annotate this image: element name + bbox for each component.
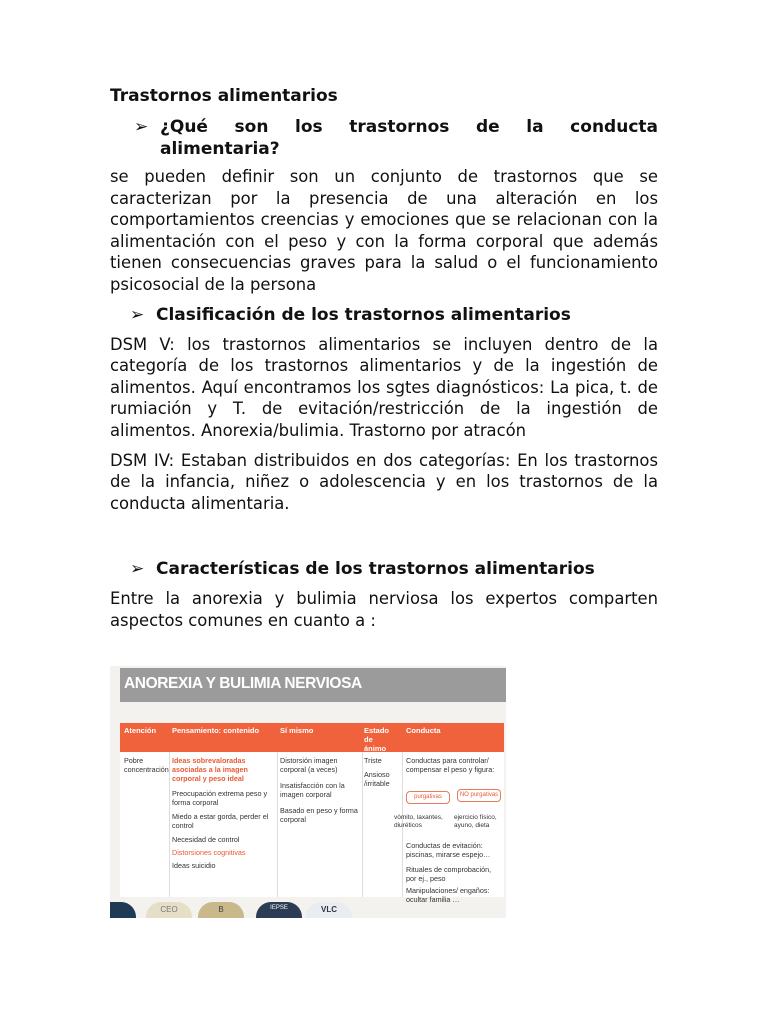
cell-manipulaciones: Manipulaciones/ engaños: ocultar familia …	[406, 886, 490, 904]
dsm4-paragraph: DSM IV: Estaban distribuidos en dos categorías: En los trastornos de la infancia, niñez o adolescencia y en los trastornos de la conducta alimentaria.	[110, 450, 658, 513]
vlc-logo: VLC	[306, 902, 352, 918]
cell-rituales: Rituales de comprobación, por ej., peso	[406, 865, 492, 883]
arrow-bullet-icon: ➢	[134, 117, 149, 137]
characteristics-heading	[130, 558, 658, 580]
cell-atencion: Pobre concentración	[124, 756, 169, 774]
figure-heading: ANOREXIA Y BULIMIA NERVIOSA	[124, 675, 362, 692]
purgativas-badge: purgativas	[406, 791, 450, 804]
b-logo: B	[198, 902, 244, 918]
page-title: Trastornos alimentarios	[110, 86, 338, 106]
anorexia-bulimia-figure	[110, 666, 506, 918]
logo-badge	[110, 902, 136, 918]
definition-paragraph: se pueden definir son un conjunto de trastornos que se caracterizan por la presencia de una alteración en los comportamientos creencias y emociones que se relacionan con la alimentación con el peso y con la forma corporal que además tienen consecuencias graves para la salud o el funcionamiento psicosocial de la persona	[110, 167, 658, 294]
no-purgativas-badge: NO purgativas	[457, 789, 501, 802]
arrow-bullet-icon: ➢	[130, 304, 145, 325]
header-atencion: Atención	[124, 726, 157, 735]
cell-vomito: vómito, laxantes, diuréticos	[394, 814, 443, 829]
common-aspects-paragraph: Entre la anorexia y bulimia nerviosa los expertos comparten aspectos comunes en cuanto a :	[110, 589, 658, 630]
document-page	[110, 84, 658, 640]
cell-distorsion-imagen: Distorsión imagen corporal (a veces)	[280, 756, 338, 774]
cell-miedo: Miedo a estar gorda, perder el control	[172, 812, 269, 830]
cell-triste: Triste	[364, 756, 382, 765]
cell-ejercicio: ejercicio físico, ayuno, dieta	[454, 814, 497, 829]
table-header-row	[120, 723, 504, 752]
iepse-logo: IEPSE	[256, 902, 302, 918]
cell-ideas: Ideas sobrevaloradas asociadas a la imagen corporal y peso ideal	[172, 756, 248, 783]
cell-distorsiones: Distorsiones cognitivas	[172, 848, 246, 857]
cell-basado-peso: Basado en peso y forma corporal	[280, 806, 358, 824]
arrow-bullet-icon: ➢	[130, 559, 145, 580]
cell-evitacion: Conductas de evitación: piscinas, mirarse espejo…	[406, 841, 491, 859]
header-pensamiento: Pensamiento: contenido	[172, 726, 260, 735]
question-heading	[134, 116, 658, 160]
cell-necesidad: Necesidad de control	[172, 835, 240, 844]
cell-ansioso: Ansioso /irritable	[364, 770, 390, 788]
cell-insatisfaccion: Insatisfacción con la imagen corporal	[280, 781, 345, 799]
symptoms-table	[120, 723, 504, 904]
header-si-mismo: Sí mismo	[280, 726, 314, 735]
figure-header-bar	[120, 668, 506, 702]
header-conducta: Conducta	[406, 726, 441, 735]
dsm5-paragraph: DSM V: los trastornos alimentarios se incluyen dentro de la categoría de los trastornos alimentarios y de la ingestión de alimentos. Aquí encontramos los sgtes diagnósticos: La pica, t. de rumiación y T. de evitación/restricción de la ingestión de alimentos. Anorexia/bulimia. Trastorno por atracón	[110, 334, 658, 440]
cell-suicidio: Ideas suicidio	[172, 861, 216, 870]
characteristics-heading-text: Características de los trastornos alimentarios	[156, 559, 595, 580]
question-text: ¿Qué son los trastornos de la conducta alimentaria?	[160, 117, 658, 159]
classification-heading-text: Clasificación de los trastornos alimentarios	[156, 304, 571, 325]
cell-preocupacion: Preocupación extrema peso y forma corporal	[172, 789, 268, 807]
cell-conductas-control: Conductas para controlar/ compensar el peso y figura:	[406, 756, 495, 774]
header-estado-animo: Estado de ánimo	[364, 726, 390, 753]
ceo-logo: CEO	[146, 902, 192, 918]
classification-heading	[130, 304, 658, 326]
